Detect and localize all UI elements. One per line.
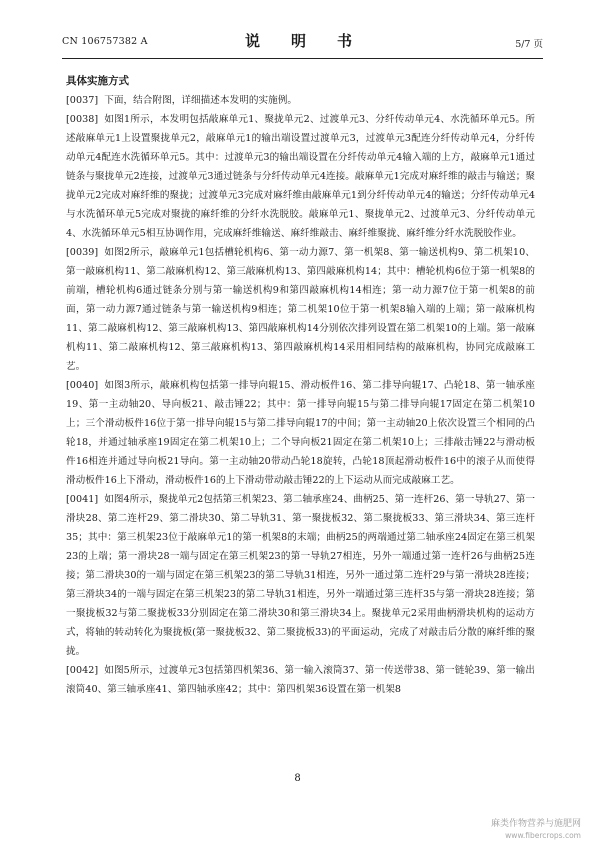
watermark xyxy=(491,818,581,842)
paragraph-0037 xyxy=(66,91,535,110)
header-divider xyxy=(62,58,543,59)
page-of-total: 5/7 页 xyxy=(515,39,543,50)
paragraph-number: [0042] xyxy=(66,665,99,676)
paragraph-number: [0038] xyxy=(66,114,99,125)
watermark-url: www.fibercrops.com xyxy=(505,831,581,840)
page-header xyxy=(62,30,543,52)
paragraph-text: 如图3所示，敲麻机构包括第一排导向辊15、滑动板件16、第二排导向辊17、凸轮18、第一轴承座19、第一主动轴20、导向板21、敲击锤22；其中：第一排导向辊15与第二排导向辊17固定在第二机架10上；三个滑动板件16位于第一排导向辊15与第二排导向辊17的中间；第一主动轴20上依次设置三个相同的凸轮18，并通过轴承座19固定在第二机架10上；二个导向板21固定在第二机架10上；三排敲击锤22与滑动板件16相连并通过导向板21导向。第一主动轴20带动凸轮18旋转，凸轮18顶起滑动板件16中的滚子从而使得滑动板件16上下滑动，滑动板件16的上下滑动带动敲击锤22的上下运动从而完成敲麻工艺。 xyxy=(66,380,535,486)
paragraph-0040 xyxy=(66,376,535,490)
paragraph-text: 如图1所示，本发明包括敲麻单元1、聚拢单元2、过渡单元3、分纤传动单元4、水洗循环单元5。所述敲麻单元1上设置聚拢单元2，敲麻单元1的输出端设置过渡单元3，过渡单元3配连分纤传动单元4，分纤传动单元4配连水洗循环单元5。其中：过渡单元3的输出端设置在分纤传动单元4输入端的上方，敲麻单元1通过链条与聚拢单元2连接，过渡单元3通过链条与分纤传动单元4连接。敲麻单元1完成对麻纤维的敲击与输送；聚拢单元2完成对麻纤维的聚拢；过渡单元3完成对麻纤维由敲麻单元1到分纤传动单元4的输送；分纤传动单元4与水洗循环单元5完成对聚拢的麻纤维的分纤水洗脱胶。敲麻单元1、聚拢单元2、过渡单元3、分纤传动单元4、水洗循环单元5相互协调作用，完成麻纤维输送、麻纤维敲击、麻纤维聚拢、麻纤维分纤水洗脱胶作业。 xyxy=(66,114,535,239)
paragraph-number: [0040] xyxy=(66,380,99,391)
paragraph-number: [0039] xyxy=(66,247,99,258)
patent-number: CN 106757382 A xyxy=(62,36,148,47)
paragraph-0041 xyxy=(66,490,535,661)
watermark-text: 麻类作物营养与施肥网 xyxy=(490,819,581,829)
paragraph-number: [0037] xyxy=(66,95,99,106)
document-body xyxy=(66,72,535,699)
paragraph-0038 xyxy=(66,110,535,243)
paragraph-text: 如图2所示，敲麻单元1包括槽轮机构6、第一动力源7、第一机架8、第一输送机构9、第二机架10、第一敲麻机构11、第二敲麻机构12、第三敲麻机构13、第四敲麻机构14；其中：槽轮机构6位于第一机架8的前端，槽轮机构6通过链条分别与第一输送机构9和第四敲麻机构14相连；第一动力源7位于第一机架8的前面，第一动力源7通过链条与第一输送机构9相连；第二机架10位于第一机架8输入端的上端；第一敲麻机构11、第二敲麻机构12、第三敲麻机构13、第四敲麻机构14分别依次排列设置在第二机架10的上端。第一敲麻机构11、第二敲麻机构12、第三敲麻机构13、第四敲麻机构14采用相同结构的敲麻机构，协同完成敲麻工艺。 xyxy=(66,247,535,372)
paragraph-number: [0041] xyxy=(66,494,99,505)
document-title: 说 明 书 xyxy=(244,32,360,50)
section-title: 具体实施方式 xyxy=(66,75,129,87)
paragraph-text: 下面，结合附图，详细描述本发明的实施例。 xyxy=(104,95,298,106)
paragraph-0039 xyxy=(66,243,535,376)
page-number: 8 xyxy=(294,773,301,784)
paragraph-text: 如图4所示，聚拢单元2包括第三机架23、第二轴承座24、曲柄25、第一连杆26、第一导轨27、第一滑块28、第二连杆29、第二滑块30、第二导轨31、第一聚拢板32、第二聚拢板33、第三滑块34、第三连杆35；其中：第三机架23位于敲麻单元1的第一机架8的末端；曲柄25的两端通过第二轴承座24固定在第三机架23的上端；第一滑块28一端与固定在第三机架23的第一导轨27相连，另外一端通过第一连杆26与曲柄25连接；第二滑块30的一端与固定在第三机架23的第二导轨31相连，另外一通过第二连杆29与第一滑块28连接；第三滑块34的一端与固定在第三机架23的第二导轨31相连，另外一端通过第三连杆35与第一滑块28连接；第一聚拢板32与第二聚拢板33分别固定在第二滑块30和第三滑块34上。聚拢单元2采用曲柄滑块机构的运动方式，将轴的转动转化为聚拢板(第一聚拢板32、第二聚拢板33)的平面运动，完成了对敲击后分散的麻纤维的聚拢。 xyxy=(66,494,535,657)
paragraph-text: 如图5所示，过渡单元3包括第四机架36、第一输入滚筒37、第一传送带38、第一链轮39、第一输出滚筒40、第三轴承座41、第四轴承座42；其中：第四机架36设置在第一机架8 xyxy=(66,665,535,695)
paragraph-0042 xyxy=(66,661,535,699)
